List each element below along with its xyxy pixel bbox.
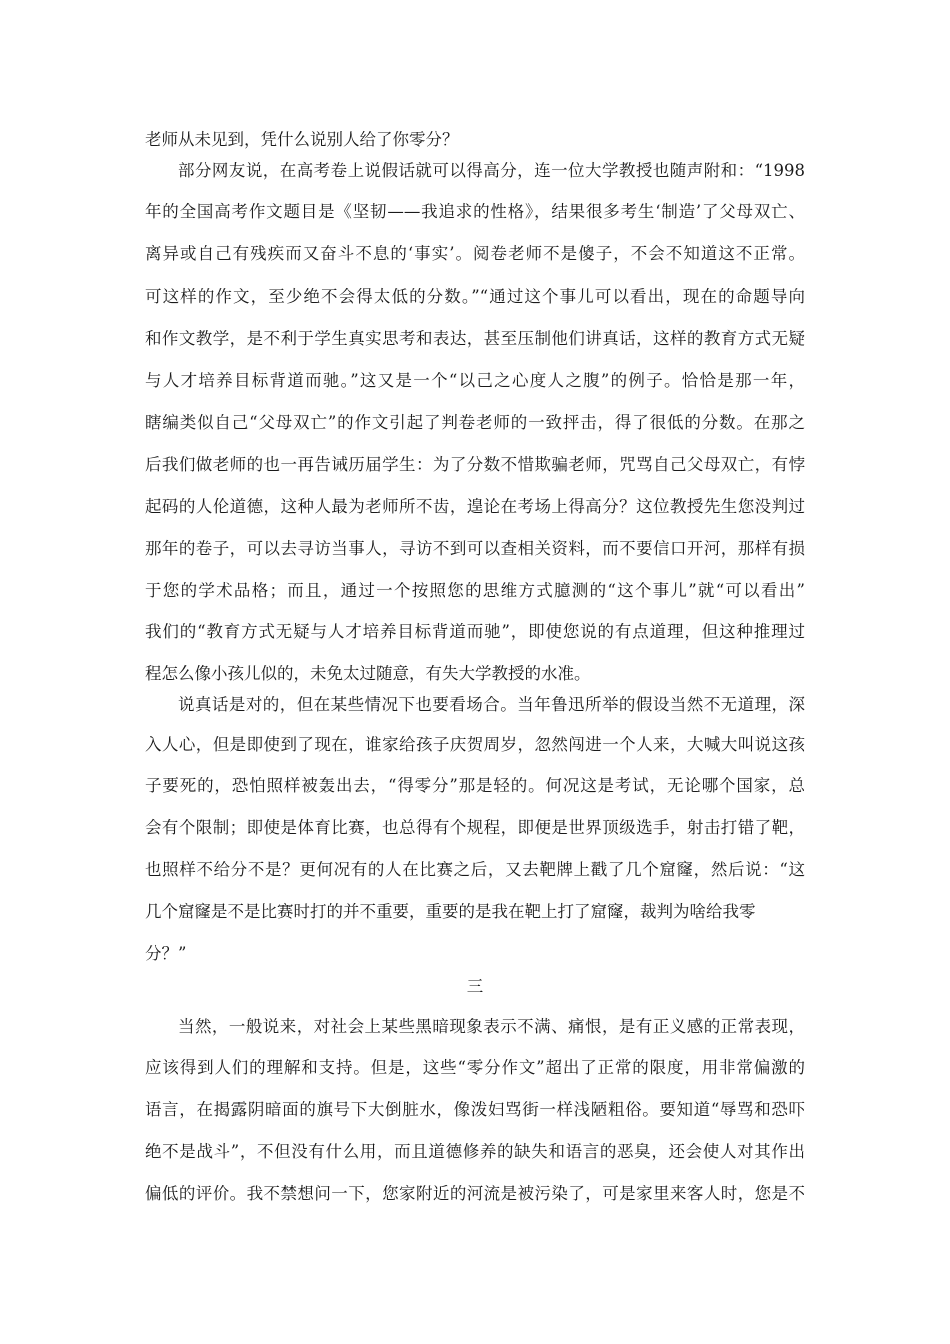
text-line: 会有个限制；即使是体育比赛，也总得有个规程，即便是世界顶级选手，射击打错了靶， <box>145 818 805 837</box>
text-line: 老师从未见到，凭什么说别人给了你零分？ <box>145 130 459 149</box>
text-line: 可这样的作文，至少绝不会得太低的分数。”“通过这个事儿可以看出，现在的命题导向 <box>145 287 805 306</box>
text-line: 瞎编类似自己“父母双亡”的作文引起了判卷老师的一致抨击，得了很低的分数。在那之 <box>145 413 805 432</box>
text-line: 于您的学术品格；而且，通过一个按照您的思维方式臆测的“这个事儿”就“可以看出” <box>145 581 805 600</box>
paragraph-start-line: 当然，一般说来，对社会上某些黑暗现象表示不满、痛恨，是有正义感的正常表现， <box>178 1017 805 1036</box>
text-line: 偏低的评价。我不禁想问一下，您家附近的河流是被污染了，可是家里来客人时，您是不 <box>145 1184 805 1203</box>
text-line: 绝不是战斗”，不但没有什么用，而且道德修养的缺失和语言的恶臭，还会使人对其作出 <box>145 1142 805 1161</box>
text-line: 入人心，但是即使到了现在，谁家给孩子庆贺周岁，忽然闯进一个人来，大喊大叫说这孩 <box>145 735 805 754</box>
text-line: 后我们做老师的也一再告诫历届学生：为了分数不惜欺骗老师，咒骂自己父母双亡，有悖 <box>145 455 805 474</box>
text-line: 程怎么像小孩儿似的，未免太过随意，有失大学教授的水准。 <box>145 664 591 683</box>
text-line: 和作文教学，是不利于学生真实思考和表达，甚至压制他们讲真话，这样的教育方式无疑 <box>145 329 805 348</box>
text-line: 离异或自己有残疾而又奋斗不息的‘事实’。阅卷老师不是傻子，不会不知道这不正常。 <box>145 244 805 263</box>
text-line: 年的全国高考作文题目是《坚韧——我追求的性格》，结果很多考生‘制造’了父母双亡、 <box>145 202 805 221</box>
text-line: 语言，在揭露阴暗面的旗号下大倒脏水，像泼妇骂街一样浅陋粗俗。要知道“辱骂和恐吓 <box>145 1100 805 1119</box>
text-line: 与人才培养目标背道而驰。”这又是一个“以己之心度人之腹”的例子。恰恰是那一年， <box>145 371 805 390</box>
text-line: 起码的人伦道德，这种人最为老师所不齿，遑论在考场上得高分？这位教授先生您没判过 <box>145 497 805 516</box>
text-line: 分？” <box>145 944 187 963</box>
text-line: 几个窟窿是不是比赛时打的并不重要，重要的是我在靶上打了窟窿，裁判为啥给我零 <box>145 902 756 921</box>
section-heading: 三 <box>466 977 484 996</box>
text-line: 子要死的，恐怕照样被轰出去，“得零分”那是轻的。何况这是考试，无论哪个国家，总 <box>145 776 805 795</box>
text-line: 我们的“教育方式无疑与人才培养目标背道而驰”，即使您说的有点道理，但这种推理过 <box>145 622 805 641</box>
paragraph-start-line: 部分网友说，在高考卷上说假话就可以得高分，连一位大学教授也随声附和：“1998 <box>178 161 805 180</box>
paragraph-start-line: 说真话是对的，但在某些情况下也要看场合。当年鲁迅所举的假设当然不无道理，深 <box>178 695 805 714</box>
text-line: 应该得到人们的理解和支持。但是，这些“零分作文”超出了正常的限度，用非常偏激的 <box>145 1058 805 1077</box>
text-line: 那年的卷子，可以去寻访当事人，寻访不到可以查相关资料，而不要信口开河，那样有损 <box>145 539 805 558</box>
text-line: 也照样不给分不是？更何况有的人在比赛之后，又去靶牌上戳了几个窟窿，然后说：“这 <box>145 860 805 879</box>
